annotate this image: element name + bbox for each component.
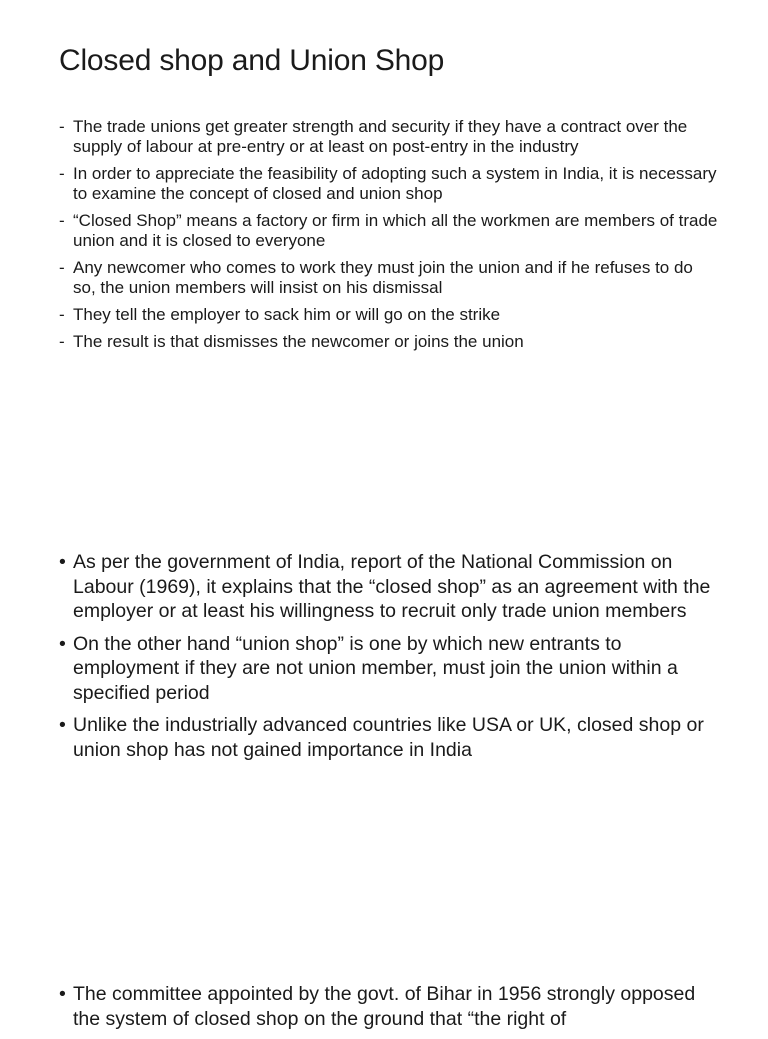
bullet-list — [59, 117, 719, 359]
dash-marker: - — [59, 164, 65, 183]
dash-marker: - — [59, 211, 65, 230]
dash-marker: - — [59, 332, 65, 351]
dash-marker: - — [59, 258, 65, 277]
list-item — [59, 332, 719, 352]
list-item — [59, 258, 719, 298]
bullet-marker: • — [59, 983, 66, 1005]
list-item — [59, 713, 719, 762]
list-item-text: In order to appreciate the feasibility of adopting such a system in India, it is necessary to examine the concept of closed and union shop — [73, 164, 717, 203]
dash-marker: - — [59, 117, 65, 136]
bullet-marker: • — [59, 632, 66, 655]
list-item-text: They tell the employer to sack him or will go on the strike — [73, 305, 501, 324]
slide-title: Closed shop and Union Shop — [59, 44, 445, 77]
list-item — [59, 164, 719, 204]
list-item-text: The trade unions get greater strength and security if they have a contract over the supply of labour at pre-entry or at least on post-entry in the industry — [73, 117, 688, 156]
list-item — [59, 117, 719, 157]
list-item — [59, 550, 719, 624]
bullet-list — [59, 550, 719, 770]
list-item — [59, 211, 719, 251]
list-item-text: Unlike the industrially advanced countries like USA or UK, closed shop or union shop has not gained importance in India — [73, 714, 704, 761]
list-item — [59, 632, 719, 706]
list-item — [59, 305, 719, 325]
list-item-text: On the other hand “union shop” is one by which new entrants to employment if they are not union member, must join the union within a specified period — [73, 632, 678, 704]
list-item-text: “Closed Shop” means a factory or firm in which all the workmen are members of trade union and it is closed to everyone — [73, 211, 718, 250]
bullet-marker: • — [59, 551, 66, 573]
list-item-text: As per the government of India, report of the National Commission on Labour (1969), it explains that the “closed shop” as an agreement with the employer or at least his willingness to recruit only trade union members — [73, 551, 711, 622]
dash-marker: - — [59, 305, 65, 324]
list-item-text: Any newcomer who comes to work they must join the union and if he refuses to do so, the union members will insist on his dismissal — [73, 258, 693, 297]
list-item-text: The committee appointed by the govt. of Bihar in 1956 strongly opposed the system of closed shop on the ground that “the right of — [73, 983, 696, 1030]
bullet-marker: • — [59, 714, 66, 736]
bullet-list — [59, 982, 719, 1039]
list-item-text: The result is that dismisses the newcomer or joins the union — [73, 332, 524, 351]
